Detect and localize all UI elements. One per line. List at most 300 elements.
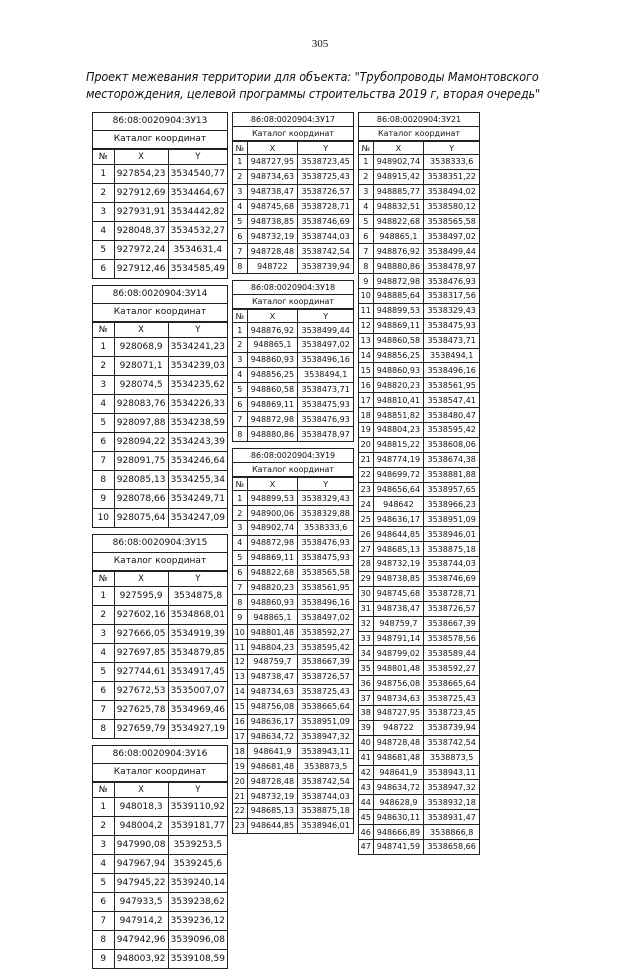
table-row bbox=[359, 825, 480, 840]
table-row bbox=[359, 661, 480, 676]
point-number-cell: 40 bbox=[359, 735, 374, 750]
plot-code: 86:08:0020904:ЗУ19 bbox=[232, 448, 354, 463]
plot-block bbox=[92, 534, 228, 739]
table-row bbox=[233, 550, 354, 565]
point-number-cell: 2 bbox=[233, 169, 248, 184]
table-row bbox=[359, 512, 480, 527]
x-coordinate-cell: 948899,53 bbox=[247, 491, 298, 506]
table-row bbox=[359, 378, 480, 393]
y-coordinate-cell: 3539110,92 bbox=[168, 798, 227, 817]
header-cell: Y bbox=[298, 478, 354, 491]
table-row bbox=[93, 893, 228, 912]
y-coordinate-cell: 3534241,23 bbox=[168, 338, 227, 357]
point-number-cell: 32 bbox=[359, 616, 374, 631]
x-coordinate-cell: 948820,23 bbox=[373, 378, 424, 393]
point-number-cell: 3 bbox=[93, 836, 115, 855]
point-number-cell: 5 bbox=[93, 241, 115, 260]
y-coordinate-cell: 3538665,64 bbox=[424, 676, 480, 691]
y-coordinate-cell: 3539253,5 bbox=[168, 836, 227, 855]
header-cell: № bbox=[359, 142, 374, 155]
table-row bbox=[359, 720, 480, 735]
x-coordinate-cell: 948634,72 bbox=[373, 780, 424, 795]
x-coordinate-cell: 948732,19 bbox=[247, 229, 298, 244]
table-row bbox=[233, 789, 354, 804]
point-number-cell: 7 bbox=[93, 452, 115, 471]
table-row bbox=[359, 244, 480, 259]
x-coordinate-cell: 948732,19 bbox=[373, 557, 424, 572]
y-coordinate-cell: 3538739,94 bbox=[424, 720, 480, 735]
y-coordinate-cell: 3538473,71 bbox=[424, 333, 480, 348]
table-row bbox=[93, 606, 228, 625]
table-row bbox=[233, 714, 354, 729]
x-coordinate-cell: 928048,37 bbox=[114, 222, 168, 241]
y-coordinate-cell: 3538497,02 bbox=[298, 338, 354, 353]
header-cell: X bbox=[247, 310, 298, 323]
table-row bbox=[359, 214, 480, 229]
table-row bbox=[233, 427, 354, 442]
point-number-cell: 11 bbox=[359, 303, 374, 318]
table-row bbox=[93, 471, 228, 490]
y-coordinate-cell: 3534540,77 bbox=[168, 165, 227, 184]
x-coordinate-cell: 948876,92 bbox=[247, 323, 298, 338]
x-coordinate-cell: 948741,59 bbox=[373, 839, 424, 854]
y-coordinate-cell: 3539096,08 bbox=[168, 931, 227, 950]
y-coordinate-cell: 3538589,44 bbox=[424, 646, 480, 661]
x-coordinate-cell: 947942,96 bbox=[114, 931, 168, 950]
table-row bbox=[359, 303, 480, 318]
y-coordinate-cell: 3538744,03 bbox=[424, 557, 480, 572]
x-coordinate-cell: 948860,93 bbox=[247, 595, 298, 610]
y-coordinate-cell: 3538578,56 bbox=[424, 631, 480, 646]
y-coordinate-cell: 3539240,14 bbox=[168, 874, 227, 893]
point-number-cell: 37 bbox=[359, 691, 374, 706]
x-coordinate-cell: 927595,9 bbox=[114, 587, 168, 606]
table-row bbox=[93, 644, 228, 663]
point-number-cell: 2 bbox=[233, 338, 248, 353]
point-number-cell: 2 bbox=[233, 506, 248, 521]
y-coordinate-cell: 3538742,54 bbox=[298, 774, 354, 789]
y-coordinate-cell: 3538931,47 bbox=[424, 810, 480, 825]
point-number-cell: 6 bbox=[233, 397, 248, 412]
point-number-cell: 5 bbox=[359, 214, 374, 229]
y-coordinate-cell: 3538873,5 bbox=[424, 750, 480, 765]
table-row bbox=[359, 452, 480, 467]
catalog-label: Каталог координат bbox=[92, 131, 228, 149]
table-row bbox=[93, 452, 228, 471]
table-row bbox=[359, 437, 480, 452]
table-row bbox=[359, 735, 480, 750]
x-coordinate-cell: 927744,61 bbox=[114, 663, 168, 682]
catalog-label: Каталог координат bbox=[232, 295, 354, 309]
point-number-cell: 20 bbox=[233, 774, 248, 789]
point-number-cell: 44 bbox=[359, 795, 374, 810]
y-coordinate-cell: 3538873,5 bbox=[298, 759, 354, 774]
table-row bbox=[233, 155, 354, 170]
table-row bbox=[233, 338, 354, 353]
x-coordinate-cell: 948738,85 bbox=[247, 214, 298, 229]
table-row bbox=[359, 676, 480, 691]
column-middle bbox=[232, 112, 354, 840]
y-coordinate-cell: 3538728,71 bbox=[298, 199, 354, 214]
table-row bbox=[359, 586, 480, 601]
y-coordinate-cell: 3538494,1 bbox=[424, 348, 480, 363]
point-number-cell: 22 bbox=[233, 803, 248, 818]
x-coordinate-cell: 948656,64 bbox=[373, 482, 424, 497]
point-number-cell: 7 bbox=[93, 912, 115, 931]
point-number-cell: 17 bbox=[233, 729, 248, 744]
point-number-cell: 1 bbox=[93, 165, 115, 184]
point-number-cell: 8 bbox=[93, 931, 115, 950]
table-row bbox=[233, 367, 354, 382]
x-coordinate-cell: 948681,48 bbox=[247, 759, 298, 774]
point-number-cell: 9 bbox=[93, 950, 115, 969]
table-row bbox=[93, 203, 228, 222]
x-coordinate-cell: 948815,22 bbox=[373, 437, 424, 452]
table-row bbox=[359, 169, 480, 184]
x-coordinate-cell: 948756,08 bbox=[373, 676, 424, 691]
x-coordinate-cell: 948642 bbox=[373, 497, 424, 512]
x-coordinate-cell: 948869,11 bbox=[247, 397, 298, 412]
y-coordinate-cell: 3534442,82 bbox=[168, 203, 227, 222]
x-coordinate-cell: 927912,46 bbox=[114, 260, 168, 279]
table-row bbox=[359, 333, 480, 348]
table-row bbox=[93, 509, 228, 528]
y-coordinate-cell: 3538665,64 bbox=[298, 699, 354, 714]
point-number-cell: 2 bbox=[93, 184, 115, 203]
table-row bbox=[359, 542, 480, 557]
y-coordinate-cell: 3534868,01 bbox=[168, 606, 227, 625]
x-coordinate-cell: 948856,25 bbox=[373, 348, 424, 363]
point-number-cell: 1 bbox=[359, 155, 374, 170]
y-coordinate-cell: 3538725,43 bbox=[298, 684, 354, 699]
table-row bbox=[233, 640, 354, 655]
x-coordinate-cell: 928075,64 bbox=[114, 509, 168, 528]
x-coordinate-cell: 948810,41 bbox=[373, 393, 424, 408]
point-number-cell: 5 bbox=[233, 382, 248, 397]
x-coordinate-cell: 927972,24 bbox=[114, 241, 168, 260]
x-coordinate-cell: 948727,95 bbox=[373, 705, 424, 720]
table-row bbox=[93, 184, 228, 203]
y-coordinate-cell: 3538561,95 bbox=[424, 378, 480, 393]
table-row bbox=[233, 565, 354, 580]
x-coordinate-cell: 948801,48 bbox=[247, 625, 298, 640]
header-cell: № bbox=[233, 478, 248, 491]
table-row bbox=[359, 601, 480, 616]
x-coordinate-cell: 948728,48 bbox=[373, 735, 424, 750]
table-row bbox=[93, 874, 228, 893]
header-cell: Y bbox=[424, 142, 480, 155]
y-coordinate-cell: 3538966,23 bbox=[424, 497, 480, 512]
point-number-cell: 47 bbox=[359, 839, 374, 854]
y-coordinate-cell: 3538739,94 bbox=[298, 259, 354, 274]
point-number-cell: 46 bbox=[359, 825, 374, 840]
header-cell: X bbox=[114, 323, 168, 338]
point-number-cell: 2 bbox=[93, 606, 115, 625]
table-row bbox=[93, 165, 228, 184]
table-header-row bbox=[233, 478, 354, 491]
table-row bbox=[359, 259, 480, 274]
point-number-cell: 28 bbox=[359, 557, 374, 572]
point-number-cell: 14 bbox=[359, 348, 374, 363]
x-coordinate-cell: 948003,92 bbox=[114, 950, 168, 969]
table-row bbox=[233, 229, 354, 244]
point-number-cell: 12 bbox=[233, 655, 248, 670]
table-row bbox=[93, 587, 228, 606]
table-row bbox=[359, 229, 480, 244]
y-coordinate-cell: 3538595,42 bbox=[298, 640, 354, 655]
point-number-cell: 10 bbox=[93, 509, 115, 528]
header-cell: X bbox=[247, 478, 298, 491]
point-number-cell: 4 bbox=[233, 535, 248, 550]
point-number-cell: 1 bbox=[233, 155, 248, 170]
point-number-cell: 3 bbox=[93, 376, 115, 395]
table-row bbox=[233, 669, 354, 684]
plot-code: 86:08:0020904:ЗУ13 bbox=[92, 112, 228, 131]
header-cell: X bbox=[247, 142, 298, 155]
y-coordinate-cell: 3538726,57 bbox=[298, 184, 354, 199]
table-row bbox=[233, 184, 354, 199]
header-cell: № bbox=[93, 323, 115, 338]
table-row bbox=[233, 214, 354, 229]
x-coordinate-cell: 948728,48 bbox=[247, 244, 298, 259]
y-coordinate-cell: 3538726,57 bbox=[298, 669, 354, 684]
y-coordinate-cell: 3538881,88 bbox=[424, 467, 480, 482]
point-number-cell: 35 bbox=[359, 661, 374, 676]
coordinates-table bbox=[92, 322, 228, 528]
x-coordinate-cell: 948869,11 bbox=[247, 550, 298, 565]
x-coordinate-cell: 948851,82 bbox=[373, 408, 424, 423]
y-coordinate-cell: 3538667,39 bbox=[424, 616, 480, 631]
point-number-cell: 6 bbox=[93, 260, 115, 279]
catalog-label: Каталог координат bbox=[92, 553, 228, 571]
header-cell: № bbox=[93, 572, 115, 587]
y-coordinate-cell: 3538726,57 bbox=[424, 601, 480, 616]
x-coordinate-cell: 928078,66 bbox=[114, 490, 168, 509]
y-coordinate-cell: 3538866,8 bbox=[424, 825, 480, 840]
point-number-cell: 1 bbox=[93, 587, 115, 606]
table-row bbox=[233, 169, 354, 184]
table-row bbox=[93, 682, 228, 701]
x-coordinate-cell: 947945,22 bbox=[114, 874, 168, 893]
x-coordinate-cell: 948636,17 bbox=[247, 714, 298, 729]
y-coordinate-cell: 3538744,03 bbox=[298, 229, 354, 244]
plot-code: 86:08:0020904:ЗУ21 bbox=[358, 112, 480, 127]
header-cell: Y bbox=[298, 142, 354, 155]
y-coordinate-cell: 3534249,71 bbox=[168, 490, 227, 509]
table-row bbox=[233, 744, 354, 759]
x-coordinate-cell: 948804,23 bbox=[373, 423, 424, 438]
catalog-label: Каталог координат bbox=[92, 304, 228, 322]
plot-block bbox=[232, 280, 354, 442]
x-coordinate-cell: 948685,13 bbox=[247, 803, 298, 818]
x-coordinate-cell: 928094,22 bbox=[114, 433, 168, 452]
point-number-cell: 9 bbox=[233, 610, 248, 625]
y-coordinate-cell: 3538932,18 bbox=[424, 795, 480, 810]
table-row bbox=[359, 631, 480, 646]
x-coordinate-cell: 948759,7 bbox=[373, 616, 424, 631]
header-cell: № bbox=[233, 142, 248, 155]
y-coordinate-cell: 3535007,07 bbox=[168, 682, 227, 701]
table-row bbox=[93, 912, 228, 931]
header-cell: Y bbox=[168, 572, 227, 587]
table-row bbox=[359, 199, 480, 214]
y-coordinate-cell: 3538473,71 bbox=[298, 382, 354, 397]
table-row bbox=[359, 705, 480, 720]
point-number-cell: 26 bbox=[359, 527, 374, 542]
page-number: 305 bbox=[311, 38, 329, 50]
y-coordinate-cell: 3538674,38 bbox=[424, 452, 480, 467]
x-coordinate-cell: 948732,19 bbox=[247, 789, 298, 804]
y-coordinate-cell: 3538494,02 bbox=[424, 184, 480, 199]
catalog-label: Каталог координат bbox=[232, 463, 354, 477]
table-row bbox=[359, 408, 480, 423]
table-row bbox=[233, 655, 354, 670]
y-coordinate-cell: 3538742,54 bbox=[298, 244, 354, 259]
table-row bbox=[93, 701, 228, 720]
header-cell: № bbox=[93, 783, 115, 798]
table-header-row bbox=[359, 142, 480, 155]
point-number-cell: 6 bbox=[233, 565, 248, 580]
point-number-cell: 8 bbox=[233, 427, 248, 442]
point-number-cell: 42 bbox=[359, 765, 374, 780]
x-coordinate-cell: 948860,58 bbox=[247, 382, 298, 397]
x-coordinate-cell: 948880,86 bbox=[247, 427, 298, 442]
y-coordinate-cell: 3538499,44 bbox=[298, 323, 354, 338]
x-coordinate-cell: 947990,08 bbox=[114, 836, 168, 855]
table-row bbox=[359, 348, 480, 363]
y-coordinate-cell: 3538728,71 bbox=[424, 586, 480, 601]
y-coordinate-cell: 3538475,93 bbox=[298, 397, 354, 412]
x-coordinate-cell: 948876,92 bbox=[373, 244, 424, 259]
y-coordinate-cell: 3538317,56 bbox=[424, 289, 480, 304]
point-number-cell: 39 bbox=[359, 720, 374, 735]
column-right bbox=[358, 112, 480, 861]
point-number-cell: 5 bbox=[93, 874, 115, 893]
point-number-cell: 2 bbox=[93, 817, 115, 836]
table-row bbox=[359, 646, 480, 661]
y-coordinate-cell: 3538333,6 bbox=[298, 521, 354, 536]
table-row bbox=[233, 580, 354, 595]
y-coordinate-cell: 3534235,62 bbox=[168, 376, 227, 395]
x-coordinate-cell: 947933,5 bbox=[114, 893, 168, 912]
y-coordinate-cell: 3538476,93 bbox=[298, 412, 354, 427]
x-coordinate-cell: 948822,68 bbox=[373, 214, 424, 229]
point-number-cell: 23 bbox=[233, 818, 248, 833]
table-row bbox=[359, 571, 480, 586]
x-coordinate-cell: 948644,85 bbox=[373, 527, 424, 542]
table-row bbox=[93, 855, 228, 874]
y-coordinate-cell: 3538742,54 bbox=[424, 735, 480, 750]
point-number-cell: 5 bbox=[93, 663, 115, 682]
y-coordinate-cell: 3538565,58 bbox=[298, 565, 354, 580]
point-number-cell: 9 bbox=[93, 490, 115, 509]
x-coordinate-cell: 948018,3 bbox=[114, 798, 168, 817]
y-coordinate-cell: 3538667,39 bbox=[298, 655, 354, 670]
y-coordinate-cell: 3538947,32 bbox=[298, 729, 354, 744]
y-coordinate-cell: 3538480,47 bbox=[424, 408, 480, 423]
header-cell: Y bbox=[298, 310, 354, 323]
x-coordinate-cell: 927912,69 bbox=[114, 184, 168, 203]
x-coordinate-cell: 948738,47 bbox=[373, 601, 424, 616]
table-row bbox=[359, 318, 480, 333]
x-coordinate-cell: 948899,53 bbox=[373, 303, 424, 318]
table-row bbox=[233, 774, 354, 789]
y-coordinate-cell: 3534532,27 bbox=[168, 222, 227, 241]
table-row bbox=[93, 222, 228, 241]
point-number-cell: 45 bbox=[359, 810, 374, 825]
table-row bbox=[359, 289, 480, 304]
y-coordinate-cell: 3538595,42 bbox=[424, 423, 480, 438]
table-row bbox=[359, 155, 480, 170]
y-coordinate-cell: 3538723,45 bbox=[298, 155, 354, 170]
x-coordinate-cell: 948791,14 bbox=[373, 631, 424, 646]
point-number-cell: 21 bbox=[233, 789, 248, 804]
plot-code: 86:08:0020904:ЗУ15 bbox=[92, 534, 228, 553]
y-coordinate-cell: 3538547,41 bbox=[424, 393, 480, 408]
header-cell: № bbox=[233, 310, 248, 323]
point-number-cell: 1 bbox=[233, 491, 248, 506]
x-coordinate-cell: 948820,23 bbox=[247, 580, 298, 595]
x-coordinate-cell: 948822,68 bbox=[247, 565, 298, 580]
table-row bbox=[233, 595, 354, 610]
table-header-row bbox=[233, 310, 354, 323]
y-coordinate-cell: 3539108,59 bbox=[168, 950, 227, 969]
point-number-cell: 18 bbox=[233, 744, 248, 759]
x-coordinate-cell: 948915,42 bbox=[373, 169, 424, 184]
table-header-row bbox=[93, 150, 228, 165]
x-coordinate-cell: 948756,08 bbox=[247, 699, 298, 714]
y-coordinate-cell: 3538951,09 bbox=[424, 512, 480, 527]
table-row bbox=[359, 393, 480, 408]
y-coordinate-cell: 3538725,43 bbox=[424, 691, 480, 706]
table-row bbox=[359, 780, 480, 795]
y-coordinate-cell: 3538475,93 bbox=[424, 318, 480, 333]
y-coordinate-cell: 3538580,12 bbox=[424, 199, 480, 214]
point-number-cell: 9 bbox=[359, 274, 374, 289]
x-coordinate-cell: 927659,79 bbox=[114, 720, 168, 739]
y-coordinate-cell: 3538746,69 bbox=[424, 571, 480, 586]
table-row bbox=[233, 759, 354, 774]
table-row bbox=[233, 803, 354, 818]
point-number-cell: 41 bbox=[359, 750, 374, 765]
point-number-cell: 7 bbox=[233, 412, 248, 427]
table-row bbox=[359, 691, 480, 706]
y-coordinate-cell: 3538329,43 bbox=[298, 491, 354, 506]
point-number-cell: 10 bbox=[233, 625, 248, 640]
point-number-cell: 15 bbox=[233, 699, 248, 714]
coordinates-table bbox=[232, 477, 354, 833]
x-coordinate-cell: 948734,63 bbox=[247, 684, 298, 699]
catalog-label: Каталог координат bbox=[92, 764, 228, 782]
point-number-cell: 23 bbox=[359, 482, 374, 497]
point-number-cell: 8 bbox=[93, 471, 115, 490]
y-coordinate-cell: 3534226,33 bbox=[168, 395, 227, 414]
point-number-cell: 10 bbox=[359, 289, 374, 304]
x-coordinate-cell: 928074,5 bbox=[114, 376, 168, 395]
table-row bbox=[233, 491, 354, 506]
y-coordinate-cell: 3538561,95 bbox=[298, 580, 354, 595]
table-row bbox=[233, 352, 354, 367]
x-coordinate-cell: 948774,19 bbox=[373, 452, 424, 467]
y-coordinate-cell: 3538946,01 bbox=[424, 527, 480, 542]
point-number-cell: 3 bbox=[233, 184, 248, 199]
point-number-cell: 20 bbox=[359, 437, 374, 452]
plot-code: 86:08:0020904:ЗУ16 bbox=[92, 745, 228, 764]
table-row bbox=[93, 414, 228, 433]
table-row bbox=[359, 750, 480, 765]
y-coordinate-cell: 3538351,22 bbox=[424, 169, 480, 184]
table-row bbox=[233, 625, 354, 640]
